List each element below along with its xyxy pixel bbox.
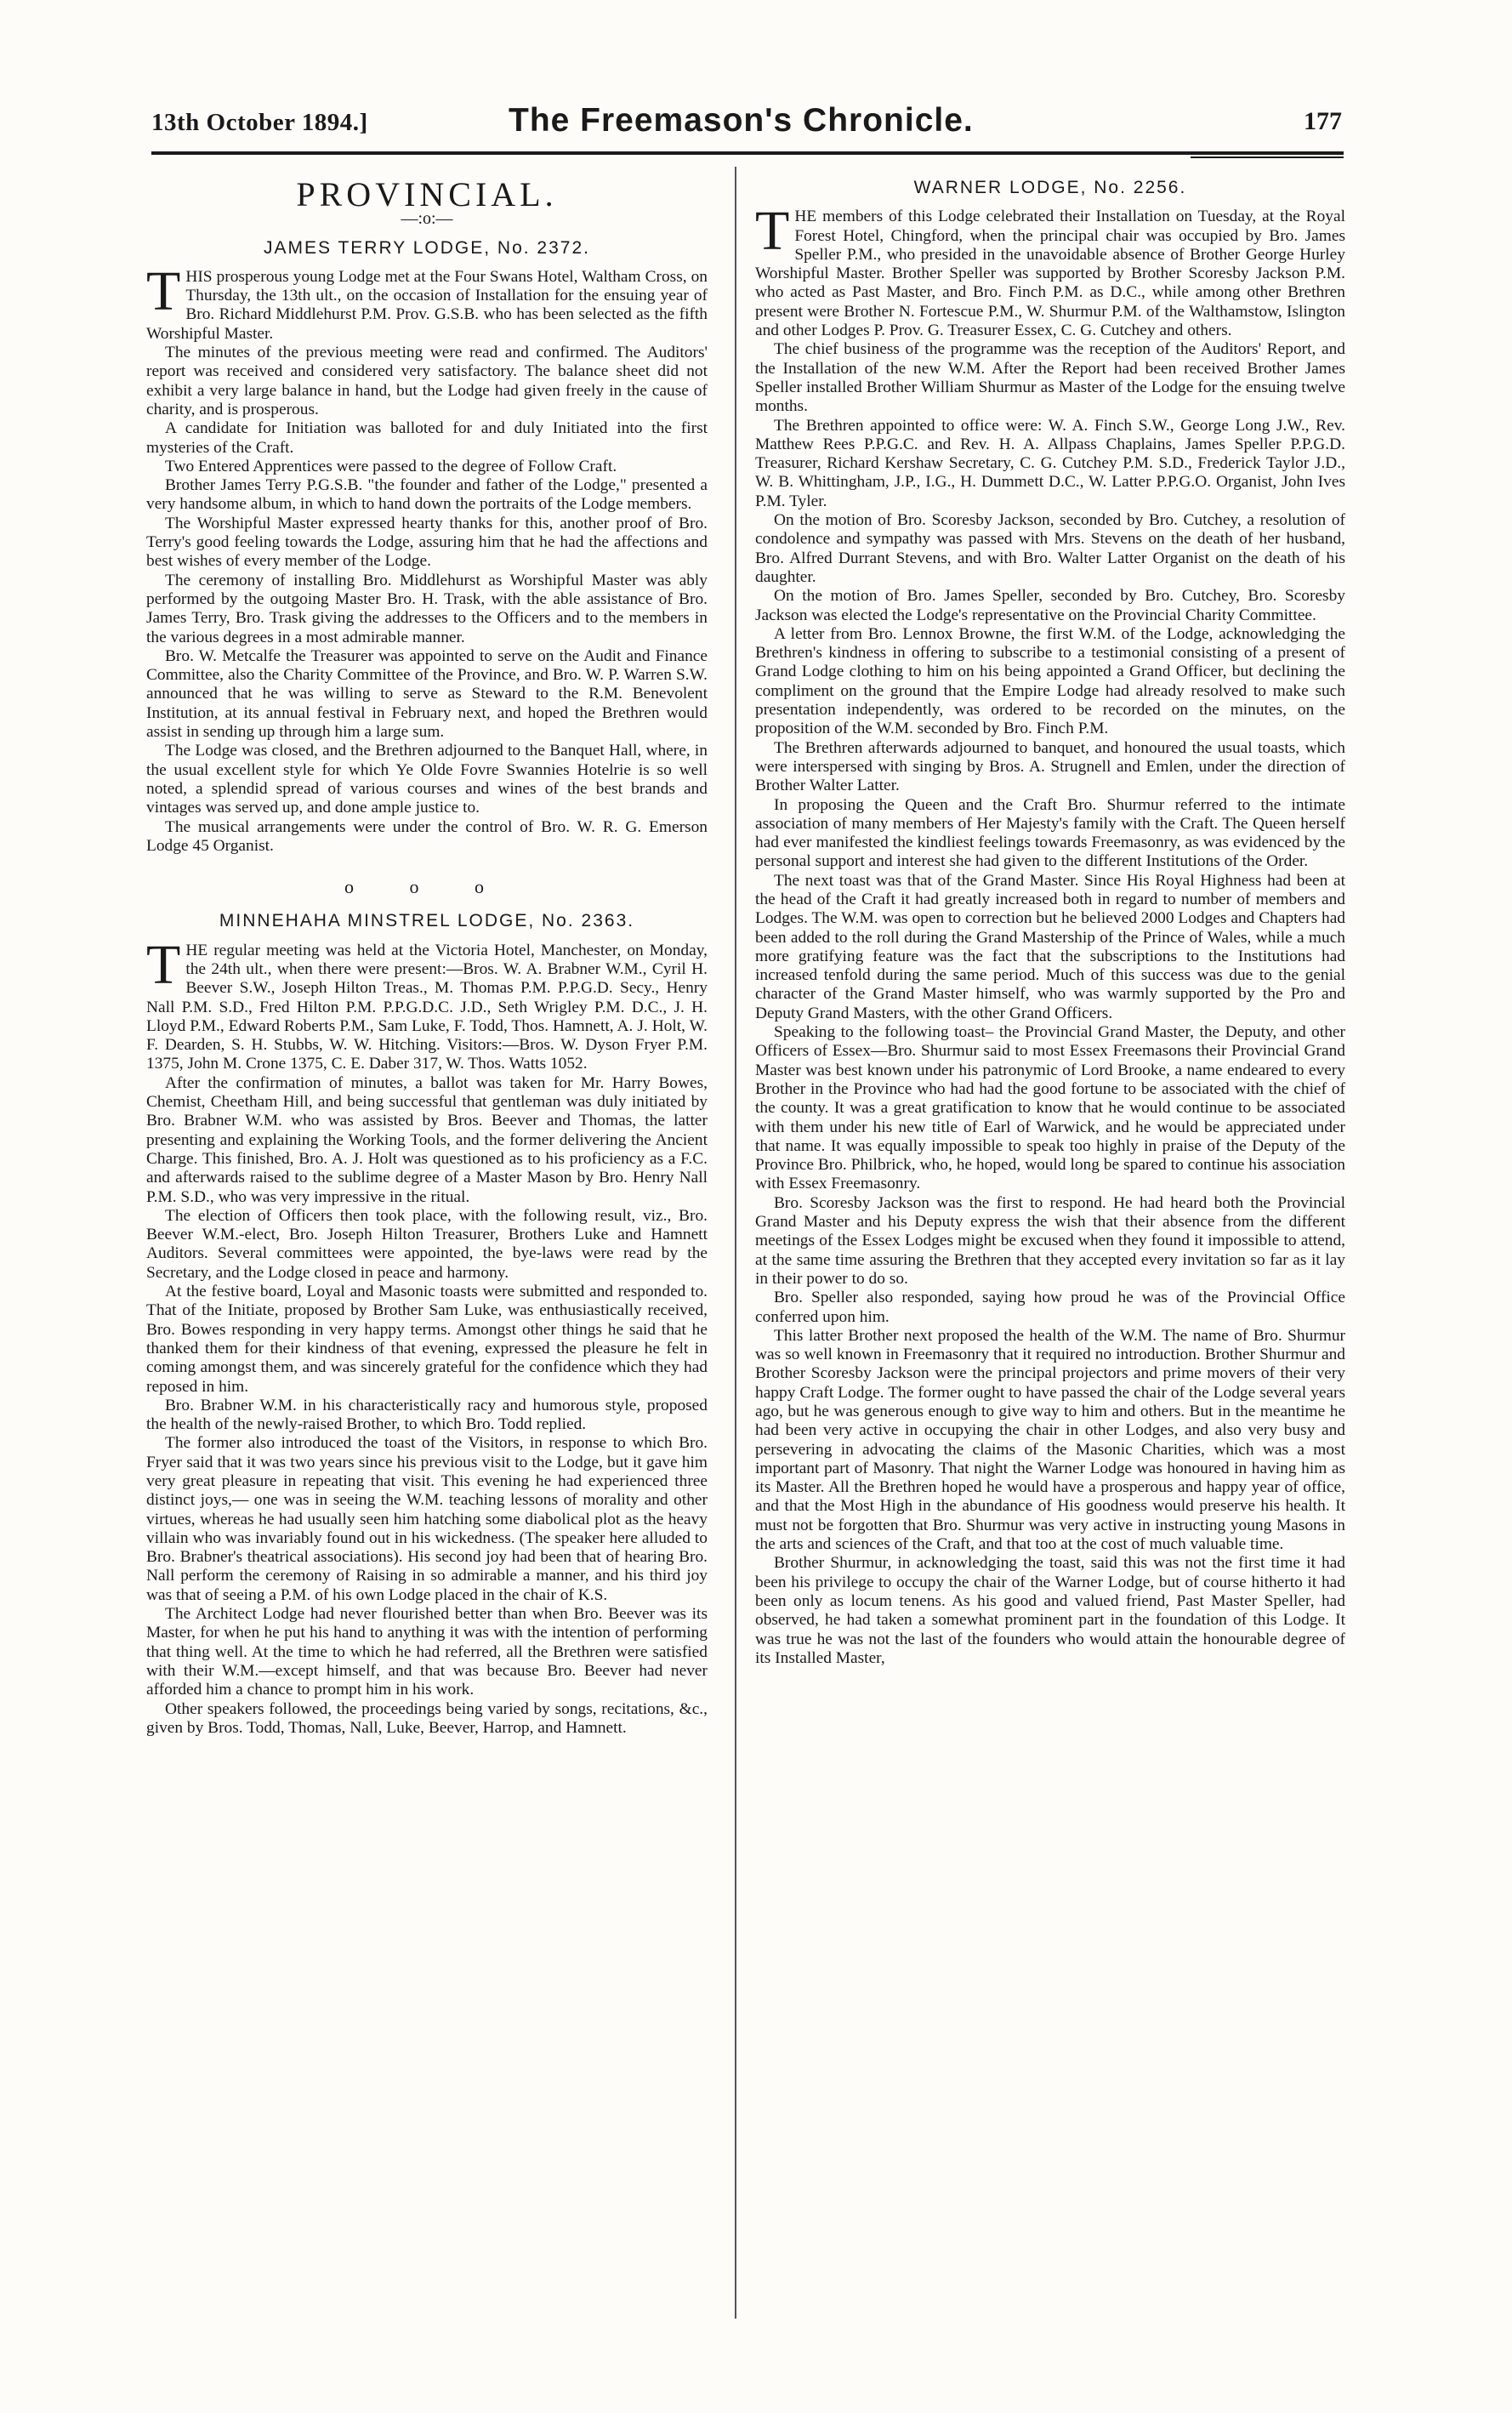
article-paragraph: Bro. Scoresby Jackson was the first to respond. He had heard both the Provincial Grand Master and his Deputy express the wish that their absence from the different meetings of the Essex Lodges might be excused when they found it impossible to attend, at the same time assuring the Brethren that they accepted every invitation so far as it lay in their power to do so. <box>755 1193 1345 1288</box>
article-paragraph: THE members of this Lodge celebrated their Installation on Tuesday, at the Royal Forest Hotel, Chingford, when the principal chair was occupied by Bro. James Speller P.M., who presided in the unavoidable absence of Brother George Hurley Worshipful Master. Brother Speller was supported by Brother Scoresby Jackson P.M. who acted as Past Master, and Bro. Finch P.M. as D.C., while among other Brethren present were Brother N. Fortescue P.M., W. Shurmur P.M. of the Walthamstow, Islington and other Lodges P. Prov. G. Treasurer Essex, C. G. Cutchey and others. <box>755 200 1345 340</box>
article-paragraph: A letter from Bro. Lennox Browne, the first W.M. of the Lodge, acknowledging the Brethren's kindness in offering to subscribe to a testimonial consisting of a present of Grand Lodge clothing to him on his being appointed a Grand Officer, but declining the compliment on the ground that the Empire Lodge had already resolved to make such presentation independently, was ordered to be recorded on the minutes, on the proposition of the W.M. seconded by Bro. Finch P.M. <box>755 624 1345 738</box>
right-column <box>755 170 1345 1668</box>
article-paragraph: The former also introduced the toast of the Visitors, in response to which Bro. Fryer said that it was two years since his previous visit to the Lodge, but it gave him very great pleasure in repeating that visit. This evening he had experienced three distinct joys,— one was in seeing the W.M. teaching lessons of morality and other virtues, whereas he had usually seen him hatching some diabolical plot as the heavy villain who was invariably found out in his wickedness. (The speaker here alluded to Bro. Brabner's theatrical associations). His second joy had been that of hearing Bro. Nall perform the ceremony of Raising in so admirable a manner, and his third joy was that of seeing a P.M. of his own Lodge placed in the chair of K.S. <box>146 1434 708 1604</box>
article-warner <box>755 200 1345 1668</box>
article-paragraph: Brother James Terry P.G.S.B. "the founder and father of the Lodge," presented a very handsome album, in which to hand down the portraits of the Lodge members. <box>146 476 708 514</box>
drop-cap: T <box>146 933 181 996</box>
article-paragraph: Bro. W. Metcalfe the Treasurer was appointed to serve on the Audit and Finance Committee, also the Charity Committee of the Province, and Bro. W. P. Warren S.W. announced that he was willing to serve as Steward to the R.M. Benevolent Institution, at its annual festival in February next, and hoped the Brethren would assist in sending up through him a large sum. <box>146 646 708 742</box>
page-header <box>151 104 1342 143</box>
article-paragraph: THE regular meeting was held at the Victoria Hotel, Manchester, on Monday, the 24th ult., when there were present:—Bros. W. A. Brabner W.M., Cyril H. Beever S.W., Joseph Hilton Treas., M. Thomas P.M. P.P.G.D. Secy., Henry Nall P.M. S.D., Fred Hilton P.M. P.P.G.D.C. J.D., Seth Wrigley P.M. D.C., J. H. Lloyd P.M., Edward Roberts P.M., Sam Luke, F. Todd, Thos. Hamnett, A. J. Holt, W. F. Dearden, S. H. Stubbs, W. W. Hitching. Visitors:—Bros. W. Dyson Fryer P.M. 1375, John M. Crone 1375, C. E. Daber 317, W. Thos. Watts 1052. <box>146 933 708 1073</box>
article-paragraph: The ceremony of installing Bro. Middlehurst as Worshipful Master was ably performed by the outgoing Master Bro. H. Trask, with the able assistance of Bro. James Terry, Bro. Trask giving the addresses to the Officers and to the members in the various degrees in a most admirable manner. <box>146 571 708 646</box>
article-paragraph: The musical arrangements were under the control of Bro. W. R. G. Emerson Lodge 45 Organist. <box>146 817 708 855</box>
header-rule-accent <box>1191 157 1344 158</box>
article-paragraph: At the festive board, Loyal and Masonic toasts were submitted and responded to. That of the Initiate, proposed by Brother Sam Luke, was enthusiastically received, Bro. Bowes responding in very happy terms. Amongst other things he said that he thanked them for their kindness of that evening, expressed the pleasure he felt in coming amongst them, and was sincerely grateful for the confidence which they had reposed in him. <box>146 1283 708 1396</box>
article-paragraph: In proposing the Queen and the Craft Bro. Shurmur referred to the intimate association of many members of Her Majesty's family with the Craft. The Queen herself had ever manifested the kindliest feelings towards Freemasonry, as was evidenced by the personal support and interest she had given to the different Institutions of the Order. <box>755 795 1345 871</box>
drop-cap: T <box>146 259 181 322</box>
article-paragraph: The election of Officers then took place, with the following result, viz., Bro. Beever W.M.-elect, Bro. Joseph Hilton Treasurer, Brothers Luke and Hamnett Auditors. Several committees were appointed, the bye-laws were read by the Secretary, and the Lodge closed in peace and harmony. <box>146 1206 708 1282</box>
article-paragraph: Speaking to the following toast– the Provincial Grand Master, the Deputy, and other Officers of Essex—Bro. Shurmur said to most Essex Freemasons their Provincial Grand Master was best known under his patronymic of Lord Brooke, a name endeared to every Brother in the Province who had had the good fortune to be associated with the chief of the county. It was a great gratification to know that he would continue to be associated with them under his new title of Earl of Warwick, and he would be appreciated under that name. It was equally impossible to speak too highly in praise of the Deputy of the Province Bro. Philbrick, who, he hoped, would long be spared to continue his association with Essex Freemasonry. <box>755 1023 1345 1193</box>
masthead-title: The Freemason's Chronicle. <box>509 102 974 139</box>
article-paragraph: After the confirmation of minutes, a ballot was taken for Mr. Harry Bowes, Chemist, Cheetham Hill, and being successful that gentleman was duly initiated by Bro. Brabner W.M. who was assisted by Bros. Beever and Thomas, the latter presenting and explaining the Working Tools, and the former delivering the Ancient Charge. This finished, Bro. A. J. Holt was questioned as to his proficiency as a F.C. and afterwards raised to the sublime degree of a Master Mason by Bro. Henry Nall P.M. S.D., who was very impressive in the ritual. <box>146 1073 708 1206</box>
article-minnehaha <box>146 933 708 1738</box>
left-column <box>146 170 708 1738</box>
article-paragraph: On the motion of Bro. Scoresby Jackson, seconded by Bro. Cutchey, a resolution of condolence and sympathy was passed with Mrs. Stevens on the death of her husband, Bro. Alfred Durrant Stevens, and with Bro. Walter Latter Organist on the death of his daughter. <box>755 511 1345 586</box>
article-paragraph: The Brethren afterwards adjourned to banquet, and honoured the usual toasts, which were interspersed with singing by Bros. A. Strugnell and Emlen, under the direction of Brother Walter Latter. <box>755 738 1345 795</box>
section-ornament: —:o:— <box>401 209 453 229</box>
article-paragraph: Bro. Brabner W.M. in his characteristically racy and humorous style, proposed the health of the newly-raised Brother, to which Bro. Todd replied. <box>146 1396 708 1434</box>
article-paragraph: The Worshipful Master expressed hearty thanks for this, another proof of Bro. Terry's good feeling towards the Lodge, assuring him that he had the affections and best wishes of every member of the Lodge. <box>146 514 708 571</box>
article-heading-minnehaha: MINNEHAHA MINSTREL LODGE, No. 2363. <box>219 911 635 931</box>
article-paragraph: This latter Brother next proposed the health of the W.M. The name of Bro. Shurmur was so well known in Freemasonry that it required no introduction. Brother Shurmur and Brother Scoresby Jackson were the principal projectors and prime movers of their very happy Craft Lodge. The former ought to have passed the chair of the Lodge several years ago, but he was generous enough to give way to him and others. But in the meantime he had been very active in occupying the chair in other Lodges, and also very busy and persevering in advocating the claims of the Masonic Charities, which was a most important part of Masonry. That night the Warner Lodge was honoured in having him as its Master. All the Brethren hoped he would have a prosperous and happy year of office, and that the Most High in the abundance of His goodness would preserve his health. It must not be forgotten that Bro. Shurmur was very active in instructing young Masons in the arts and sciences of the Craft, and that too at the cost of much valuable time. <box>755 1326 1345 1554</box>
article-paragraph: The next toast was that of the Grand Master. Since His Royal Highness had been at the head of the Craft it had greatly increased both in regard to number of members and Lodges. The W.M. was open to correction but he believed 2000 Lodges and Chapters had been added to the roll during the Grand Mastership of the Prince of Wales, while a much more gratifying feature was the fact that the subscriptions to the Institutions had increased tenfold during the same period. Much of this success was due to the genial character of the Grand Master himself, who was warmly supported by the Pro and Deputy Grand Masters, with the other Grand Officers. <box>755 871 1345 1022</box>
article-paragraph: Brother Shurmur, in acknowledging the toast, said this was not the first time it had been his privilege to occupy the chair of the Warner Lodge, but of course hitherto it had been only as locum tenens. As his good and valued friend, Past Master Speller, had observed, he had taken a somewhat prominent part in the foundation of this Lodge. It was true he was not the last of the founders who would attain the honourable degree of its Installed Master, <box>755 1554 1345 1667</box>
article-paragraph: Two Entered Apprentices were passed to the degree of Follow Craft. <box>165 457 617 475</box>
article-paragraph: The Brethren appointed to office were: W. A. Finch S.W., George Long J.W., Rev. Matthew Rees P.P.G.C. and Rev. H. A. Allpass Chaplains, James Speller P.P.G.D. Treasurer, Richard Kershaw Secretary, C. G. Cutchey P.M. S.D., Frederick Taylor J.D., W. B. Whittingham, J.P., I.G., H. Dummett D.C., W. Latter P.P.G.O. Organist, John Ives P.M. Tyler. <box>755 416 1345 510</box>
article-paragraph: The Lodge was closed, and the Brethren adjourned to the Banquet Hall, where, in the usual excellent style for which Ye Olde Fovre Swannies Hotelrie is so well noted, a splendid spread of various courses and wines of the best brands and vintages was served up, and done ample justice to. <box>146 742 708 817</box>
article-heading-warner: WARNER LODGE, No. 2256. <box>913 178 1187 197</box>
issue-date: 13th October 1894.] <box>151 109 368 136</box>
article-paragraph: THIS prosperous young Lodge met at the Four Swans Hotel, Waltham Cross, on Thursday, the 13th ult., on the occasion of Installation for the ensuing year of Bro. Richard Middlehurst P.M. Prov. G.S.B. who has been selected as the fifth Worshipful Master. <box>146 259 708 343</box>
article-paragraph: The Architect Lodge had never flourished better than when Bro. Beever was its Master, for when he put his hand to anything it was with the intention of performing that thing well. At the time to which he had referred, all the Brethren were satisfied with their W.M.—except himself, and that was because Bro. Beever had never afforded him a chance to prompt him in his work. <box>146 1605 708 1699</box>
page-number: 177 <box>1304 107 1342 135</box>
section-title: PROVINCIAL. <box>296 175 558 213</box>
header-rule <box>151 151 1344 155</box>
column-divider <box>735 167 736 2319</box>
article-paragraph: The minutes of the previous meeting were read and confirmed. The Auditors' report was received and considered very satisfactory. The balance sheet did not exhibit a very large balance in hand, but the Lodge had given freely in the cause of charity, and is prosperous. <box>146 344 708 418</box>
article-paragraph: On the motion of Bro. James Speller, seconded by Bro. Cutchey, Bro. Scoresby Jackson was elected the Lodge's representative on the Provincial Charity Committee. <box>755 587 1345 624</box>
article-heading-james-terry: JAMES TERRY LODGE, No. 2372. <box>264 237 590 258</box>
drop-cap: T <box>755 200 790 263</box>
article-paragraph: Bro. Speller also responded, saying how proud he was of the Provincial Office conferred upon him. <box>755 1289 1345 1326</box>
article-james-terry <box>146 259 708 856</box>
article-paragraph: Other speakers followed, the proceedings being varied by songs, recitations, &c., given by Bros. Todd, Thomas, Nall, Luke, Beever, Harrop, and Hamnett. <box>146 1699 708 1737</box>
article-paragraph: A candidate for Initiation was balloted for and duly Initiated into the first mysteries of the Craft. <box>146 419 708 457</box>
article-separator: o o o <box>344 876 509 898</box>
article-paragraph: The chief business of the programme was the reception of the Auditors' Report, and the Installation of the new W.M. After the Report had been received Brother James Speller installed Brother William Shurmur as Master of the Lodge for the ensuing twelve months. <box>755 340 1345 416</box>
